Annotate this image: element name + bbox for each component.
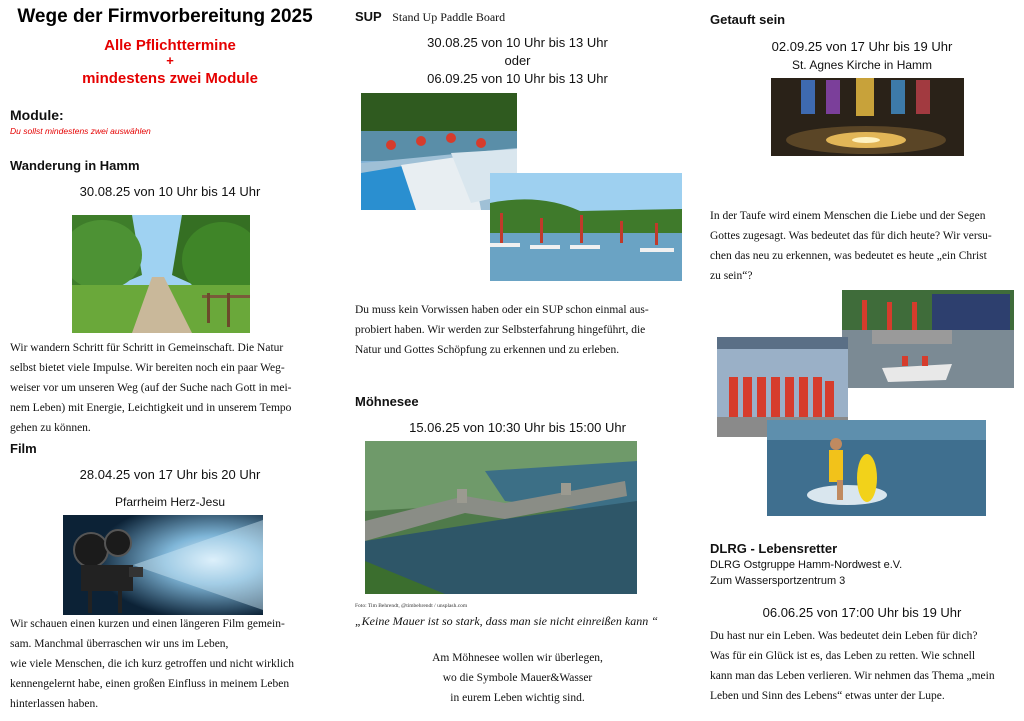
dlrg-address: Zum Wassersportzentrum 3 [710,575,846,587]
dlrg-date: 06.06.25 von 17:00 Uhr bis 19 Uhr [762,605,962,620]
dlrg-heading: DLRG - Lebensretter [710,541,838,556]
modules-heading: Module: [10,107,64,123]
moehnesee-heading: Möhnesee [355,394,419,409]
dlrg-org: DLRG Ostgruppe Hamm-Nordwest e.V. [710,559,903,571]
wanderung-date: 30.08.25 von 10 Uhr bis 14 Uhr [79,184,261,199]
dlrg-boat-photo [842,290,1014,388]
sup-subtitle: Stand Up Paddle Board [392,10,506,24]
dlrg-rescue-photo [767,420,986,516]
sup-heading: SUP [355,9,382,24]
moehnesee-date: 15.06.25 von 10:30 Uhr bis 15:00 Uhr [409,420,626,435]
moehnesee-text: Am Möhnesee wollen wir überlegen, wo die Symbole Mauer&Wasser in eurem Leben wichtig sind. [432,652,603,704]
getauft-text: In der Taufe wird einem Menschen die Liebe und der Segen Gottes zugesagt. Was bedeutet das für dich heute? Wir versu- chen das neu zu erkennen, was bedeutet es heute „ein Christ zu sein“? [710,210,992,282]
sup-text: Du muss kein Vorwissen haben oder ein SUP schon einmal aus- probiert haben. Wir werden zur Selbsterfahrung hingeführt, die Natur und Gottes Schöpfung zu erkennen und zu erleben. [355,304,649,356]
page-title: Wege der Firmvorbereitung 2025 [17,6,313,27]
film-text: Wir schauen einen kurzen und einen längeren Film gemein- sam. Manchmal überraschen wir uns im Leben, wie viele Menschen, die ich kurz getroffen und nicht wirklich kennengelernt habe, einen großen Einfluss in meinem Leben hinterlassen haben. [10,618,295,710]
column-left [0,0,340,721]
sup-lake-photo [490,173,682,281]
requirement-line-2: mindestens zwei Module [82,70,258,87]
sup-or: oder [504,53,531,68]
film-place: Pfarrheim Herz-Jesu [114,495,226,509]
wanderung-text: Wir wandern Schritt für Schritt in Gemeinschaft. Die Natur selbst bietet viele Impulse. Wir bereiten noch ein paar Weg- weiser vor um unseren Weg (auf der Suche nach Gott in mei- nem Leben) mit Energie, Leichtigkeit und in unserem Tempo gehen zu können. [10,342,292,434]
requirement-line-1: Alle Pflichttermine [104,37,236,54]
modules-note: Du sollst mindestens zwei auswählen [10,126,151,136]
column-middle [345,0,685,721]
film-heading: Film [10,441,37,456]
sup-date-1: 30.08.25 von 10 Uhr bis 13 Uhr [427,35,608,50]
sup-date-2: 06.09.25 von 10 Uhr bis 13 Uhr [427,71,608,86]
column-right [700,0,1024,721]
requirement-plus: + [166,53,174,68]
film-projector-photo [63,515,263,615]
wanderung-heading: Wanderung in Hamm [10,158,140,173]
sup-header [355,8,505,26]
getauft-place: St. Agnes Kirche in Hamm [791,58,933,72]
moehnesee-quote: „Keine Mauer ist so stark, dass man sie nicht einreißen kann “ [355,614,658,628]
getauft-date: 02.09.25 von 17 Uhr bis 19 Uhr [771,39,953,54]
church-baptism-photo [771,78,964,156]
photo-credit: Foto: Tim Behrendt, @timbehrendt / unsplash.com [355,603,468,609]
film-date: 28.04.25 von 17 Uhr bis 20 Uhr [79,467,261,482]
moehnesee-dam-photo [365,441,637,594]
forest-path-photo [72,215,250,333]
dlrg-text: Du hast nur ein Leben. Was bedeutet dein Leben für dich? Was für ein Glück ist es, das Leben zu retten. Wie schnell kann man das Leben verlieren. Wir nehmen das Thema „mein Leben und Sinn des Lebens“ etwas unter der Lupe. [710,630,995,702]
getauft-heading: Getauft sein [710,12,786,27]
